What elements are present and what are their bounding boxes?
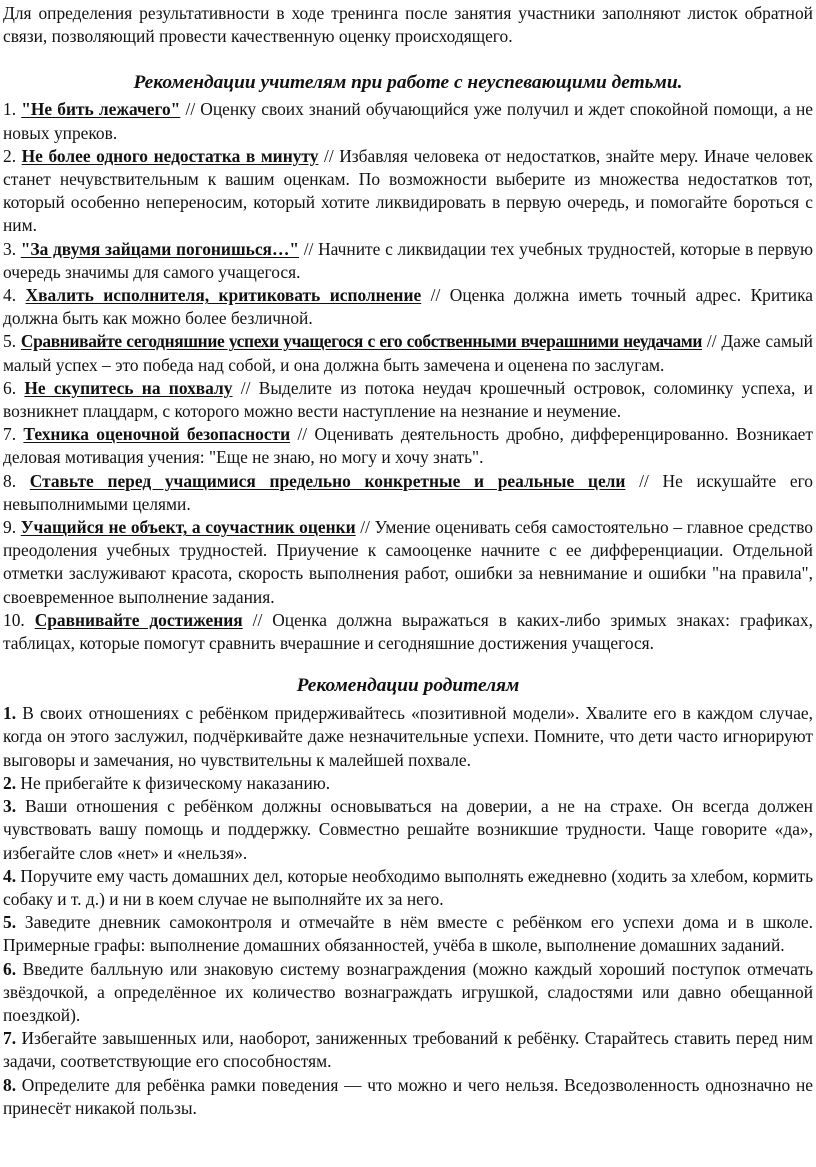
teacher-item-8 xyxy=(3,470,813,516)
item-title: Сравнивайте сегодняшние успехи учащегося с его собственными вчерашними неудачами xyxy=(20,331,703,352)
item-number: 5. xyxy=(3,331,17,352)
item-number: 3. xyxy=(3,238,17,259)
teachers-list xyxy=(3,98,813,655)
item-text: // Оценку своих знаний обучающийся уже получил и ждет спокойной помощи, а не новых упреков. xyxy=(3,99,813,143)
item-text: Заведите дневник самоконтроля и отмечайте в нём вместе с ребёнком его успехи дома и в школе. Примерные графы: выполнение домашних обязанностей, учёба в школе, выполнение домашних заданий. xyxy=(3,912,813,956)
item-number: 4. xyxy=(3,865,17,886)
item-text: // Избавляя человека от недостатков, знайте меру. Иначе человек станет нечувствительным к вашим оценкам. По возможности выберите из множества недостатков тот, который особенно непереносим, который хотите ликвидировать в первую очередь, и помогайте бороться с ним. xyxy=(3,145,813,236)
item-text: Определите для ребёнка рамки поведения — что можно и чего нельзя. Вседозволенность однозначно не принесёт никакой пользы. xyxy=(3,1074,813,1118)
item-number: 2. xyxy=(3,772,17,793)
parents-heading: Рекомендации родителям xyxy=(296,675,520,697)
item-text: // Даже самый малый успех – это победа над собой, и она должна быть замечена и оценена по заслугам. xyxy=(3,331,813,375)
teacher-item-10 xyxy=(3,609,813,655)
teacher-item-7 xyxy=(3,423,813,469)
item-text: // Начните с ликвидации тех учебных трудностей, которые в первую очередь значимы для самого учащегося. xyxy=(3,238,813,282)
item-number: 5. xyxy=(3,912,17,933)
item-text: Не прибегайте к физическому наказанию. xyxy=(16,772,331,793)
parent-item-4 xyxy=(3,865,813,911)
item-title: Не более одного недостатка в минуту xyxy=(21,145,319,166)
item-text: // Оценка должна иметь точный адрес. Критика должна быть как можно более безличной. xyxy=(3,285,813,329)
item-text: Поручите ему часть домашних дел, которые необходимо выполнять ежедневно (ходить за хлебом, кормить собаку и т. д.) и ни в коем случае не выполняйте их за него. xyxy=(3,865,813,909)
item-title: "Не бить лежачего" xyxy=(21,99,181,120)
item-text: // Оценка должна выражаться в каких-либо зримых знаках: графиках, таблицах, которые помогут сравнить вчерашние и сегодняшние достижения учащегося. xyxy=(3,609,813,654)
parent-item-2 xyxy=(3,772,813,795)
item-text: // Не искушайте его невыполнимыми целями. xyxy=(3,470,813,514)
item-title: Техника оценочной безопасности xyxy=(23,424,291,445)
teacher-item-5 xyxy=(3,330,813,376)
item-number: 1. xyxy=(3,703,17,724)
parent-item-1 xyxy=(3,702,813,772)
item-number: 3. xyxy=(3,796,17,817)
item-text: В своих отношениях с ребёнком придерживайтесь «позитивной модели». Хвалите его в каждом случае, когда он этого заслужил, подчёркивайте даже незначительные успехи. Помните, что дети часто игнорируют выговоры и замечания, но чувствительны к малейшей похвале. xyxy=(3,703,813,770)
parent-item-8 xyxy=(3,1074,813,1120)
item-text: Введите балльную или знаковую систему вознаграждения (можно каждый хороший поступок отмечать звёздочкой, а определённое их количество вознаграждать игрушкой, сладостями или давно обещанной поездкой). xyxy=(3,958,813,1025)
item-text: Ваши отношения с ребёнком должны основываться на доверии, а не на страхе. Он всегда должен чувствовать вашу помощь и поддержку. Совместно решайте возникшие трудности. Чаще говорите «да», избегайте слов «нет» и «нельзя». xyxy=(3,796,813,863)
item-number: 2. xyxy=(3,145,17,166)
item-title: Ставьте перед учащимися предельно конкретные и реальные цели xyxy=(29,470,626,491)
item-title: Хвалить исполнителя, критиковать исполнение xyxy=(25,285,422,306)
item-number: 6. xyxy=(3,377,17,398)
item-number: 4. xyxy=(3,285,17,306)
item-number: 10. xyxy=(3,609,25,630)
parent-item-6 xyxy=(3,958,813,1028)
item-number: 9. xyxy=(3,517,17,538)
item-title: "За двумя зайцами погонишься…" xyxy=(20,238,300,259)
parent-item-7 xyxy=(3,1027,813,1073)
item-number: 7. xyxy=(3,424,17,445)
item-number: 8. xyxy=(3,470,17,491)
teacher-item-1 xyxy=(3,98,813,144)
parent-item-3 xyxy=(3,795,813,865)
teacher-item-9 xyxy=(3,516,813,609)
teacher-item-4 xyxy=(3,284,813,330)
intro-paragraph: Для определения результативности в ходе тренинга после занятия участники заполняют листок обратной связи, позволяющий провести качественную оценку происходящего. xyxy=(3,3,813,47)
item-title: Сравнивайте достижения xyxy=(34,609,243,630)
teacher-item-6 xyxy=(3,377,813,423)
parent-item-5 xyxy=(3,911,813,957)
item-text: // Оценивать деятельность дробно, дифференцированно. Возникает деловая мотивация учения: "Еще не знаю, но могу и хочу знать". xyxy=(3,424,813,468)
item-text: Избегайте завышенных или, наоборот, заниженных требований к ребёнку. Старайтесь ставить перед ним задачи, соответствующие его способностям. xyxy=(3,1028,813,1072)
item-number: 8. xyxy=(3,1074,17,1095)
teachers-heading: Рекомендации учителям при работе с неуспевающими детьми. xyxy=(133,72,683,94)
item-title: Не скупитесь на похвалу xyxy=(24,377,233,398)
item-text: // Умение оценивать себя самостоятельно – главное средство преодоления учебных трудностей. Приучение к самооценке начните с ее дифференциации. Отдельной отметки заслуживают красота, скорость выполнения работ, ошибки за невнимание и ошибки "на правила", своевременное выполнение задания. xyxy=(3,517,813,607)
item-number: 7. xyxy=(3,1028,17,1049)
teacher-item-3 xyxy=(3,238,813,284)
item-text: // Выделите из потока неудач крошечный островок, соломинку успеха, и возникнет плацдарм, с которого можно вести наступление на незнание и неумение. xyxy=(3,377,813,422)
item-number: 1. xyxy=(3,99,17,120)
item-number: 6. xyxy=(3,958,17,979)
teacher-item-2 xyxy=(3,145,813,238)
parents-list xyxy=(3,702,813,1120)
item-title: Учащийся не объект, а соучастник оценки xyxy=(20,517,356,538)
